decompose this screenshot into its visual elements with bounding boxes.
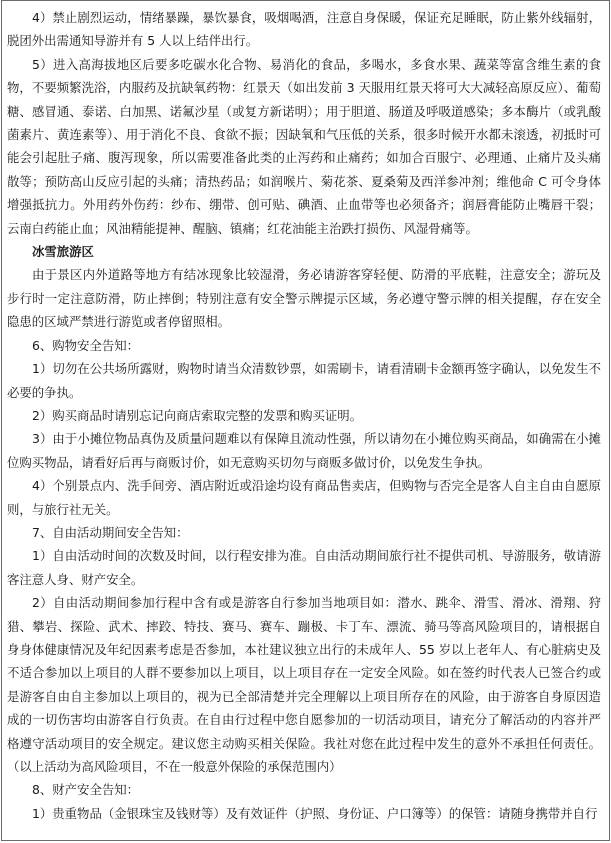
document-page: [1, 0, 610, 841]
paragraph-shopping-3: 3）由于小摊位物品真伪及质量问题难以有保障且流动性强，所以请勿在小摊位购买商品，如确需在小摊位购买物品，请看好后再与商贩讨价，如无意购买切勿与商贩多做讨价，以免发生争执。: [7, 431, 601, 470]
section-heading-ice-snow: 冰雪旅游区: [32, 244, 94, 260]
paragraph-high-altitude-medicine: 5）进入高海拔地区后要多吃碳水化合物、易消化的食品，多喝水，多食水果、蔬菜等富含维生素的食物，不要频繁洗浴，内服药及抗缺氧药物：红景天（如出发前 3 天服用红景天将可大大减轻高原反应）、葡萄糖、感冒通、泰诺、白加黑、诺氟沙星（或复方新诺明）；用于胆道、肠道及呼吸道感染；多本酶片（或乳酸菌素片、黄连素等）、用于消化不良、食欲不振；因缺氧和气压低的关系，很多时候开水都未滚透，初抵时可能会引起肚子痛、腹泻现象，所以需要准备此类的止泻药和止痛药；如加合百服宁、必理通、止痛片及头痛散等；预防高山反应引起的头痛；清热药品；如润喉片、菊花茶、夏桑菊及西洋参冲剂；维他命 C 可令身体增强抵抗力。外用药外伤药：纱布、绷带、创可贴、碘酒、止血带等也必须备齐；润唇膏能防止嘴唇干裂；云南白药能止血；风油精能提神、醒脑、镇痛；红花油能主治跌打损伤、风湿骨痛等。: [7, 56, 601, 236]
paragraph-property-1: 1）贵重物品（金银珠宝及钱财等）及有效证件（护照、身份证、户口簿等）的保管：请随身携带并自行: [32, 805, 598, 821]
paragraph-shopping-1: 1）切勿在公共场所露财，购物时请当众清数钞票，如需刷卡，请看清刷卡金额再签字确认，以免发生不必要的争执。: [7, 361, 601, 400]
section-heading-shopping: 6、购物安全告知：: [32, 337, 140, 353]
section-heading-free-activity: 7、自由活动期间安全告知：: [32, 524, 189, 540]
paragraph-free-activity-1: 1）自由活动时间的次数及时间，以行程安排为准。自由活动期间旅行社不提供司机、导游服务，敬请游客注意人身、财产安全。: [7, 548, 601, 587]
paragraph-free-activity-2: 2）自由活动期间参加行程中含有或是游客自行参加当地项目如：潜水、跳伞、滑雪、滑冰、滑翔、狩猎、攀岩、探险、武术、摔跤、特技、赛马、赛车、蹦极、卡丁车、漂流、骑马等高风险项目的，请根据自身身体健康情况及年纪因素考虑是否参加，本社建议独立出行的未成年人、55 岁以上老年人、有心脏病史及不适合参加以上项目的人群不要参加以上项目，以上项目存在一定安全风险。如在签约时代表人已签合约或是游客自由自主参加以上项目的，视为已全部清楚并完全理解以上项目所存在的风险，由于游客自身原因造成的一切伤害均由游客自行负责。在自由行过程中您自愿参加的一切活动项目，请充分了解活动的内容并严格遵守活动项目的安全规定。建议您主动购买相关保险。我社对您在此过程中发生的意外不承担任何责任。（以上活动为高风险项目，不在一般意外保险的承保范围内）: [7, 595, 601, 774]
paragraph-shopping-2: 2）购买商品时请别忘记向商店索取完整的发票和购买证明。: [32, 407, 363, 423]
paragraph-shopping-4: 4）个别景点内、洗手间旁、酒店附近或沿途均设有商品售卖店，但购物与否完全是客人自主自由自愿原则，与旅行社无关。: [7, 478, 601, 517]
paragraph-ice-snow-safety: 由于景区内外道路等地方有结冰现象比较湿滑，务必请游客穿轻便、防滑的平底鞋，注意安全；游玩及步行时一定注意防滑，防止摔倒；特别注意有安全警示牌提示区域，务必遵守警示牌的相关提醒，存在安全隐患的区域严禁进行游览或者停留照相。: [7, 267, 601, 330]
section-heading-property: 8、财产安全告知：: [32, 782, 140, 798]
paragraph-rest-advice: 4）禁止剧烈运动，情绪暴躁，暴饮暴食，吸烟喝酒，注意自身保暖，保证充足睡眠，防止紫外线辐射，脱团外出需通知导游并有 5 人以上结伴出行。: [7, 10, 601, 49]
